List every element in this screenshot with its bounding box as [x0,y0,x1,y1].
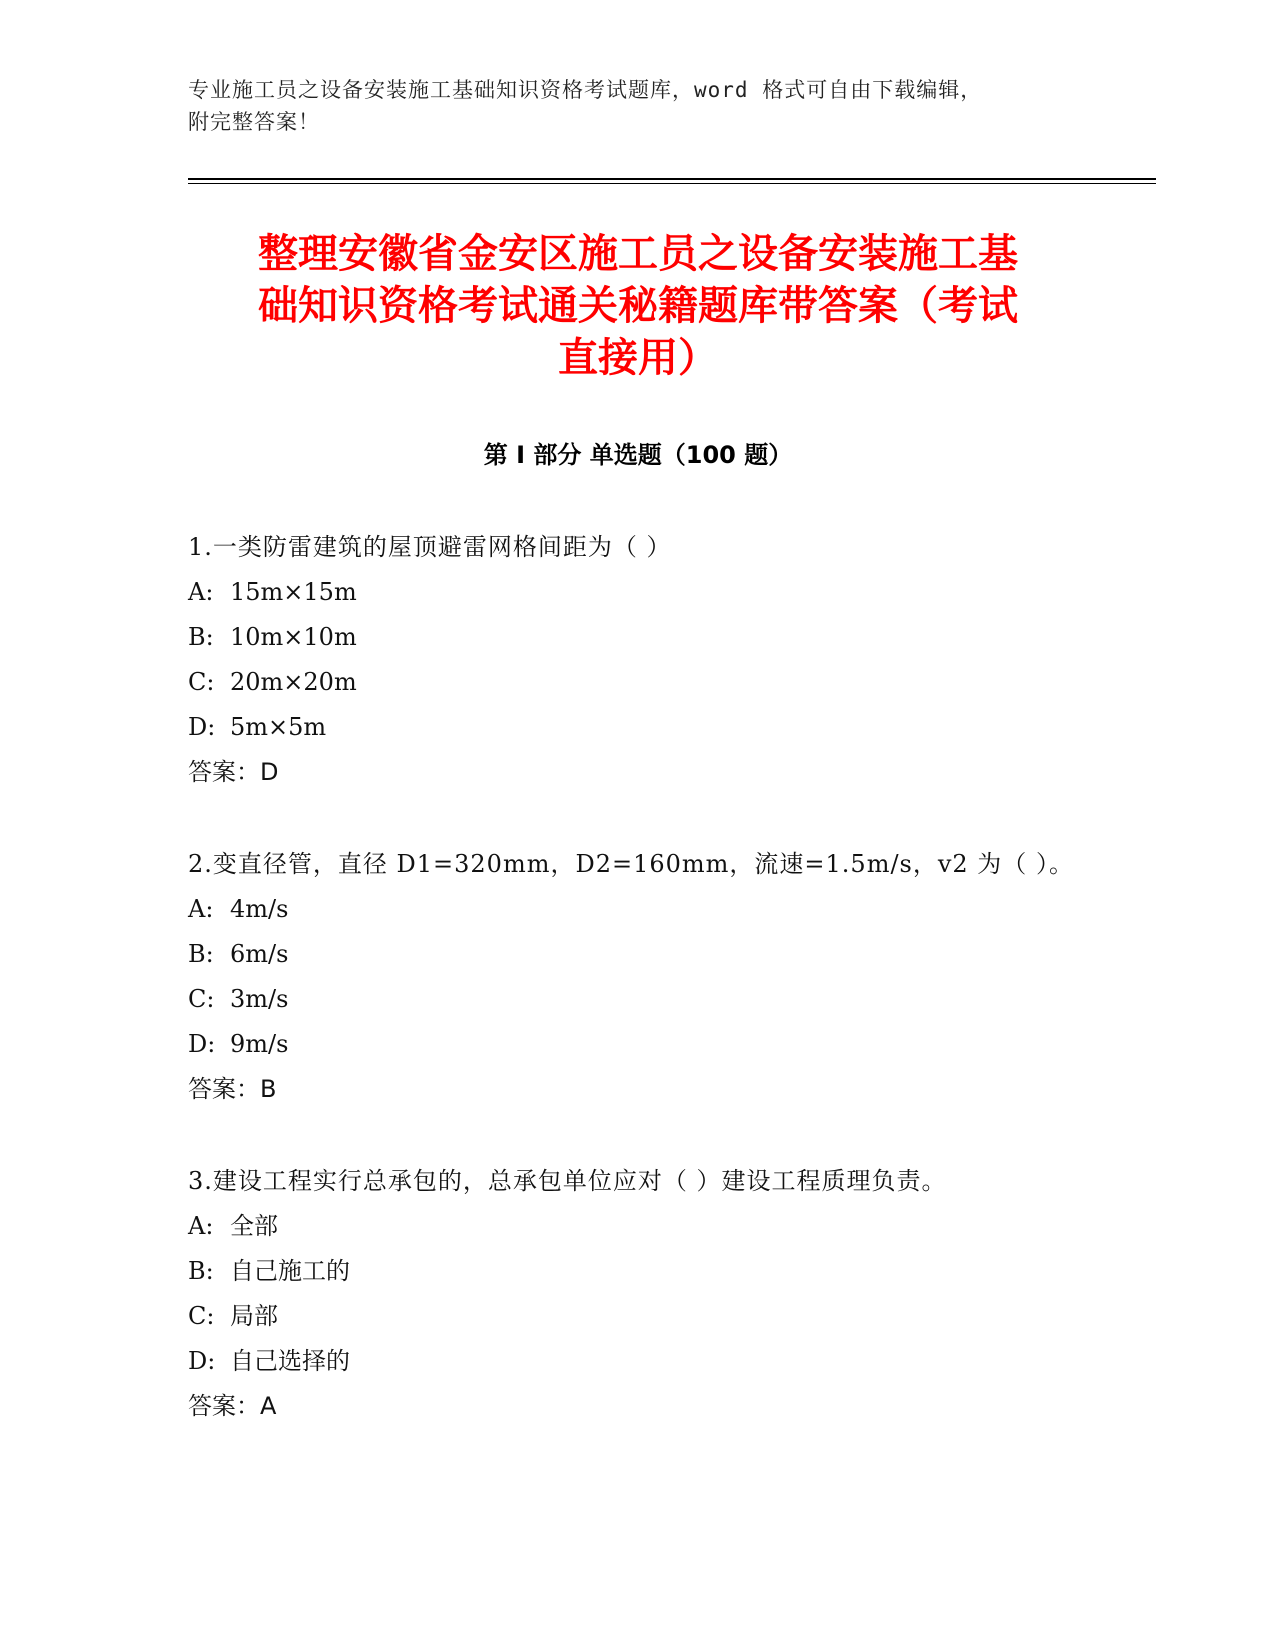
option-d [188,1339,1088,1384]
header-note-line-1: 专业施工员之设备安装施工基础知识资格考试题库，word 格式可自由下载编辑， [188,78,983,102]
question-2 [188,841,1088,1112]
option-c [188,660,1088,705]
option-d [188,705,1088,750]
answer-line: 答案：B [188,1075,277,1103]
option-key: B: [188,623,214,651]
option-text: 5m×5m [230,713,327,741]
option-b [188,1249,1088,1294]
answer-line: 答案：A [188,1392,277,1420]
option-key: A: [188,895,214,923]
option-a [188,1204,1088,1249]
option-text: 6m/s [230,940,289,968]
option-text: 4m/s [230,895,289,923]
option-key: D: [188,1347,216,1375]
document-title-line-1: 整理安徽省金安区施工员之设备安装施工基 [258,231,1018,277]
option-b [188,932,1088,977]
option-text: 自己施工的 [230,1257,350,1285]
document-title-line-2: 础知识资格考试通关秘籍题库带答案（考试 [258,283,1018,329]
question-3 [188,1158,1088,1429]
question-stem: 2.变直径管，直径 D1=320mm，D2=160mm，流速=1.5m/s，v2 为（ ）。 [188,850,1074,878]
option-key: C: [188,985,215,1013]
option-text: 9m/s [230,1030,289,1058]
header-rule-thick [188,178,1156,180]
option-text: 10m×10m [230,623,357,651]
header-note [188,74,1088,138]
question-1 [188,524,1088,795]
question-stem: 3.建设工程实行总承包的，总承包单位应对（ ）建设工程质理负责。 [188,1167,947,1195]
option-text: 15m×15m [230,578,357,606]
option-key: C: [188,1302,215,1330]
answer-line: 答案：D [188,758,279,786]
option-key: C: [188,668,215,696]
option-key: A: [188,578,214,606]
option-text: 局部 [230,1302,278,1330]
question-stem: 1.一类防雷建筑的屋顶避雷网格间距为（ ） [188,533,672,561]
option-c [188,977,1088,1022]
header-rule-thin [188,183,1156,184]
option-text: 20m×20m [230,668,357,696]
option-text: 3m/s [230,985,289,1013]
option-key: B: [188,940,214,968]
option-c [188,1294,1088,1339]
option-a [188,570,1088,615]
option-d [188,1022,1088,1067]
section-title: 第 I 部分 单选题（100 题） [483,441,793,469]
option-key: A: [188,1212,214,1240]
option-b [188,615,1088,660]
option-key: D: [188,713,216,741]
option-text: 自己选择的 [230,1347,350,1375]
document-title-line-3: 直接用） [558,335,718,381]
document-title [188,228,1088,384]
option-text: 全部 [230,1212,278,1240]
option-key: D: [188,1030,216,1058]
option-key: B: [188,1257,214,1285]
header-note-line-2: 附完整答案！ [188,110,320,134]
option-a [188,887,1088,932]
